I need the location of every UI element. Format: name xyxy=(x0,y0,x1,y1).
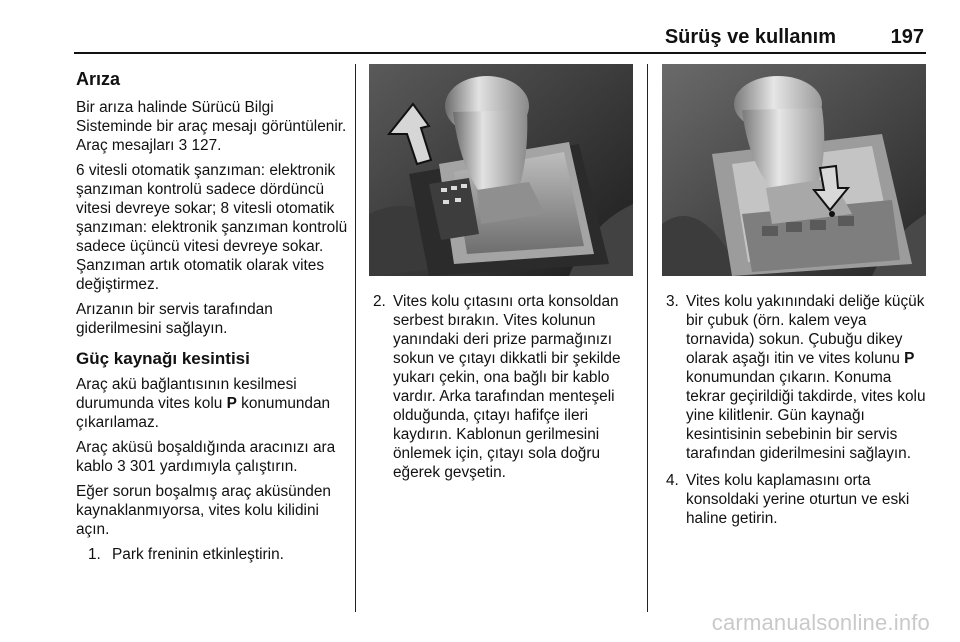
gear-p-label: P xyxy=(226,395,237,412)
watermark: carmanualsonline.info xyxy=(711,610,930,635)
page-number: 197 xyxy=(890,26,924,48)
list-item: 3. Vites kolu yakınındaki deliğe küçük bir çubuk (örn. kalem veya tornavida) sokun. Çubuğu dikey olarak aşağı itin ve vites kolunu P konumundan çıkarın. Konuma tekrar geçirildiği takdirde, vites kolu yine kilitlenir. Gün kaynağı kesintisinin sebebinin bir servis tarafından giderilmesini sağlayın. xyxy=(666,293,926,462)
steps-list xyxy=(76,545,348,564)
page-header xyxy=(74,24,926,54)
column-left xyxy=(76,66,348,572)
list-item: 4. Vites kolu kaplamasını orta konsoldaki yerine oturtun ve eski haline getirin. xyxy=(666,472,910,527)
paragraph-jump-start: Araç aküsü boşaldığında aracınızı ara kablo 3 301 yardımıyla çalıştırın. xyxy=(76,439,336,475)
paragraph-battery-disconnect: Araç akü bağlantısının kesilmesi durumunda vites kolu P konumundan çıkarılamaz. xyxy=(76,376,331,431)
paragraph-fault-message: Bir arıza halinde Sürücü Bilgi Sisteminde bir araç mesajı görüntülenir. Araç mesajları 3 127. xyxy=(76,99,347,154)
heading-power-interruption: Güç kaynağı kesintisi xyxy=(76,349,250,368)
paragraph-transmission: 6 vitesli otomatik şanzıman: elektronik şanzıman kontrolü sadece dördüncü vitesi devreye sokar; 8 vitesli otomatik şanzıman: elektronik şanzıman kontrolü sadece üçüncü vitesi devreye sokar. Şanzıman artık otomatik olarak vites değiştirmez. xyxy=(76,162,348,293)
list-item: 1. Park freninin etkinleştirin. xyxy=(88,546,284,563)
header-rule xyxy=(74,52,926,54)
heading-fault: Arıza xyxy=(76,69,121,89)
steps-list xyxy=(662,292,926,528)
column-middle xyxy=(369,64,633,490)
list-item: 2. Vites kolu çıtasını orta konsoldan serbest bırakın. Vites kolunun yanındaki deri prize parmağınızı sokun ve çıtayı dikkatli bir şekilde yukarı çekin, ona bağlı bir kablo vardır. Arka tarafından menteşeli olduğunda, çıtayı hafifçe ileri kaydırın. Kablonun gerilmesini önlemek için, çıtayı sola doğru eğerek gevşetin. xyxy=(373,293,621,481)
column-right xyxy=(662,64,926,536)
steps-list xyxy=(369,292,633,482)
paragraph-service: Arızanın bir servis tarafından giderilmesini sağlayın. xyxy=(76,301,273,337)
cross-reference: 3 127. xyxy=(178,137,222,154)
column-divider-right xyxy=(647,64,648,612)
gear-lever-photo-2 xyxy=(662,64,926,276)
cross-reference: 3 301 xyxy=(117,458,156,475)
paragraph-unlock: Eğer sorun boşalmış araç aküsünden kaynaklanmıyorsa, vites kolu kilidini açın. xyxy=(76,483,331,538)
gear-p-label: P xyxy=(904,350,915,367)
gear-lever-photo-1 xyxy=(369,64,633,276)
column-divider-left xyxy=(355,64,356,612)
section-title: Sürüş ve kullanım xyxy=(664,26,836,48)
